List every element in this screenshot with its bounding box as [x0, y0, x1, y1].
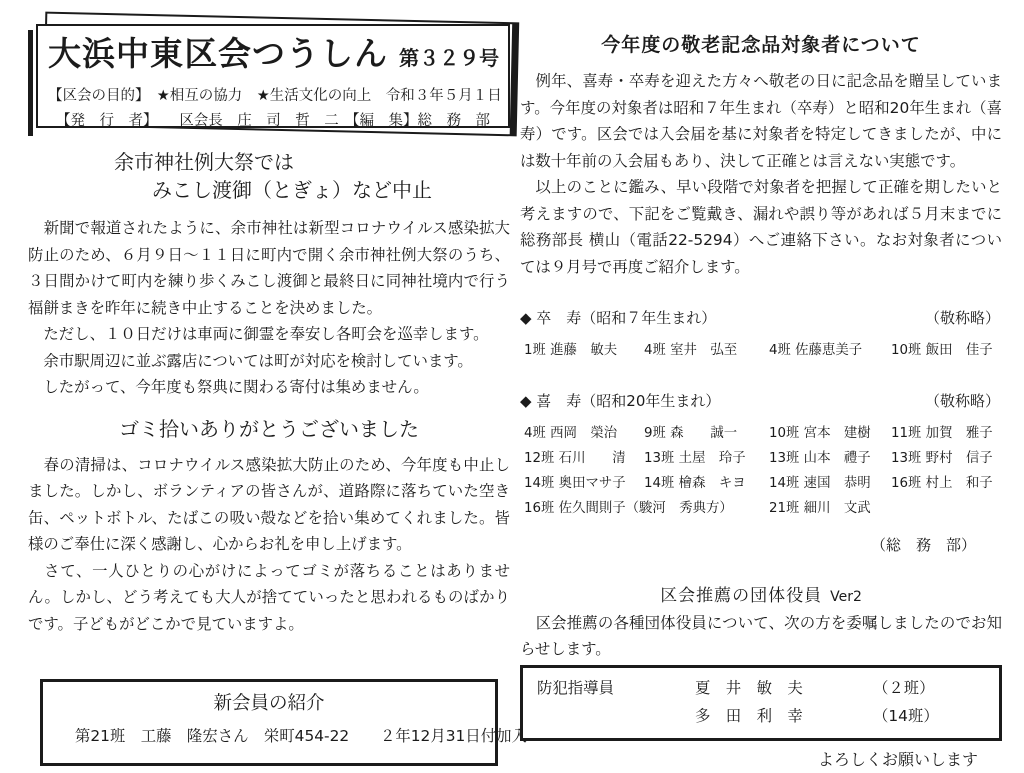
officers-title-text: 区会推薦の団体役員: [660, 586, 823, 606]
name-item: 13班 山本 禮子: [769, 451, 871, 466]
shrine-headline-line1: 余市神社例大祭では: [114, 150, 294, 174]
masthead-left-bar: [28, 30, 33, 136]
paragraph: 余市駅周辺に並ぶ露店については町が対応を検討しています。: [28, 351, 473, 370]
right-column: [520, 0, 1002, 773]
name-item: 10班 飯田 佳子: [891, 343, 993, 358]
keirou-headline: 今年度の敬老記念品対象者について: [601, 34, 921, 56]
masthead-purpose-line: 【区会の目的】 ★相互の協力 ★生活文化の向上 令和３年５月１日: [48, 88, 502, 104]
officers-closing: よろしくお願いします: [817, 750, 978, 769]
name-item: 11班 加賀 雅子: [891, 426, 993, 441]
name-item: 16班 村上 和子: [891, 476, 993, 491]
name-item: 21班 細川 文武: [769, 501, 871, 516]
officers-headline: [520, 581, 1002, 606]
cleanup-headline: ゴミ拾いありがとうございました: [119, 416, 419, 441]
officer-group: （２班）: [873, 679, 935, 697]
editor-text: 【編 集】総 務 部: [345, 113, 490, 129]
masthead-publisher-line: [48, 109, 498, 134]
officer-row: [537, 702, 985, 730]
sotsuju-heading: ◆ 卒 寿（昭和７年生まれ）: [520, 309, 717, 327]
publisher-text: 【発 行 者】 区会長 庄 司 哲 二: [56, 113, 339, 129]
new-member-box: [40, 679, 527, 766]
officer-row: [537, 674, 985, 702]
officers-box: [520, 665, 1002, 741]
name-item: 10班 宮本 建樹: [769, 426, 871, 441]
officer-role: [537, 702, 695, 730]
name-item: 4班 室井 弘至: [644, 343, 738, 358]
soumubu-signature: （総 務 部）: [870, 536, 976, 554]
name-item: 12班 石川 清: [524, 451, 626, 466]
name-item: 9班 森 誠一: [644, 426, 738, 441]
officer-role: 防犯指導員: [537, 679, 614, 697]
name-item: 13班 野村 信子: [891, 451, 993, 466]
honorific-note: （敬称略）: [924, 309, 1000, 327]
name-item: 14班 檜森 キヨ: [644, 476, 746, 491]
shrine-body: [28, 215, 510, 401]
name-item: 1班 進藤 敏夫: [524, 343, 618, 358]
paragraph: 春の清掃は、コロナウイルス感染拡大防止のため、今年度も中止しました。しかし、ボランティアの皆さんが、道路際に落ちていた空き缶、ペットボトル、たばこの吸い殻などを拾い集めてくれました。皆様のご奉仕に深く感謝し、心からお礼を申し上げます。: [28, 455, 510, 553]
article-shrine-festival: [28, 148, 510, 401]
paragraph: 以上のことに鑑み、早い段階で対象者を把握して正確を期したいと考えますので、下記をご覧戴き、漏れや誤り等があれば５月末までに総務部長 横山（電話22-5294）へご連絡下さい。なお対象者については９月号で再度ご紹介します。: [520, 178, 1002, 276]
cleanup-body: [28, 452, 510, 638]
masthead-title-row: [48, 30, 498, 84]
name-item: 14班 速国 恭明: [769, 476, 871, 491]
kiju-heading: ◆ 喜 寿（昭和20年生まれ）: [520, 392, 721, 410]
officer-name: 多 田 利 幸: [695, 707, 803, 725]
officers-body: [520, 611, 1002, 662]
sotsuju-heading-row: [520, 307, 1002, 329]
paragraph: 新聞で報道されたように、余市神社は新型コロナウイルス感染拡大防止のため、６月９日～１１日に町内で開く余市神社例大祭のうち、３日間かけて町内を練り歩くみこし渡御と最終日に同神社境内で行う福餅まきを昨年に続き中止することを決めました。: [28, 219, 510, 317]
masthead-box: [36, 24, 510, 128]
name-item: 4班 佐藤恵美子: [769, 343, 863, 358]
name-item: 14班 奥田マサ子: [524, 476, 626, 491]
newsletter-title: 大浜中東区会つうしん: [48, 34, 388, 73]
left-column: [28, 0, 527, 766]
keirou-body: [520, 68, 1002, 280]
paragraph: さて、一人ひとりの心がけによってゴミが落ちることはありません。しかし、どう考えても大人が捨てていったと思われるものばかりです。子どもがどこかで見ていますよ。: [28, 561, 510, 633]
name-item: 4班 西岡 榮治: [524, 426, 618, 441]
name-item: 13班 土屋 玲子: [644, 451, 746, 466]
officers-version: Ver2: [830, 589, 862, 605]
new-member-title: 新会員の紹介: [213, 693, 325, 714]
honorific-note: （敬称略）: [924, 392, 1000, 410]
issue-number: 第３２９号: [399, 46, 500, 70]
paragraph: ただし、１０日だけは車両に御霊を奉安し各町会を巡幸します。: [28, 325, 489, 343]
paragraph: 区会推薦の各種団体役員について、次の方を委嘱しましたのでお知らせします。: [520, 614, 1002, 658]
officers-section: [520, 581, 1002, 773]
name-item: 16班 佐久間則子（駿河 秀典方）: [524, 501, 733, 516]
article-keirou-gifts: [520, 30, 1002, 280]
shrine-headline-line2: みこし渡御（とぎょ）など中止: [152, 178, 432, 202]
sotsuju-name-list: [520, 338, 1002, 363]
new-member-entry: 第21班 工藤 隆宏さん 栄町454-22 ２年12月31日付加入: [75, 727, 527, 745]
paragraph: 例年、喜寿・卒寿を迎えた方々へ敬老の日に記念品を贈呈しています。今年度の対象者は昭和７年生まれ（卒寿）と昭和20年生まれ（喜寿）です。区会では入会届を基に対象者を特定してきましたが、中には数十年前の入会届もあり、決して正確とは言えない実態です。: [520, 72, 1002, 170]
kiju-heading-row: [520, 390, 1002, 412]
officer-group: （14班）: [873, 707, 939, 725]
article-trash-pickup: [28, 415, 510, 638]
kiju-name-list: [520, 421, 1002, 521]
paragraph: したがって、今年度も祭典に関わる寄付は集めません。: [28, 378, 429, 396]
newsletter-masthead: [36, 24, 510, 128]
officer-name: 夏 井 敏 夫: [695, 679, 803, 697]
